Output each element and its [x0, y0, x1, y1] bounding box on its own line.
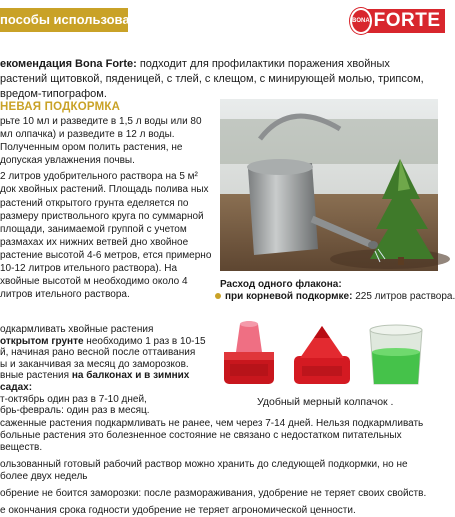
schedule-line-rest: необходимо 1 раз в 10-15 [83, 335, 206, 347]
cap-closed-icon [224, 321, 274, 384]
section-header-label: пособы использования [0, 12, 154, 27]
feeding-schedule-text [0, 324, 214, 417]
schedule-line: й, начиная рано весной после оттаивания [0, 347, 196, 359]
consumption-title: Расход одного флакона: [220, 279, 342, 290]
schedule-line [0, 336, 214, 348]
schedule-line: т-октябрь один раз в 7-10 дней, [0, 393, 147, 405]
schedule-line: одкармливать хвойные растения [0, 324, 154, 335]
bona-forte-logo [350, 6, 441, 36]
measuring-cap-icons [222, 316, 438, 392]
recommendation-text [0, 57, 432, 102]
section-title: НЕВАЯ ПОДКОРМКА [0, 101, 121, 113]
section-header-bar [0, 8, 154, 32]
consumption-line [215, 291, 455, 302]
consumption-label: при корневой подкормке: [225, 291, 353, 302]
notes-section [0, 418, 438, 517]
watering-photo [220, 99, 438, 271]
watering-can-illustration [220, 99, 438, 271]
instructions-paragraph: рьте 10 мл и разведите в 1,5 л воды или 80 мл олпачка) и разведите в 12 л воды. Полученным ором полить растения, не допуская увлажнения почвы. [0, 116, 202, 167]
consumption-value: 225 литров раствора. [352, 291, 455, 302]
schedule-line [0, 370, 214, 393]
cap-measuring-cup-icon [370, 325, 422, 384]
note-paragraph: саженные растения подкармливать не ранее, чем через 7-14 дней. Нельзя подкармливать больные растения это болезненное состояние не связано с недостатком питательных веществ. [0, 418, 424, 453]
bullet-dot-icon [215, 293, 221, 299]
instructions-paragraph: 2 литров удобрительного раствора на 5 м² док хвойных растений. Площадь полива ных растений открытого грунта еделяется по размеру приствольного круга по суммарной площади, занимаемой группой с учетом размахах их нижних ветвей дно хвойное растение высотой 4-6 метров, ется примерно 10-12 литров ительного раствора). На хвойные высотой м необходимо около 4 литров ительного раствора. [0, 171, 212, 301]
schedule-line: брь-февраль: один раз в месяц. [0, 405, 150, 417]
measuring-caps-illustration [222, 316, 438, 392]
schedule-line: ы и заканчивая за месяц до заморозков. [0, 358, 189, 370]
recommendation-lead: екомендация Bona Forte: [0, 58, 137, 70]
note-paragraph: е окончания срока годности удобрение не теряет агрономической ценности. [0, 505, 356, 516]
schedule-line-pre: вные растения [0, 370, 72, 382]
logo-bona-badge: BONA [350, 8, 372, 34]
note-paragraph: ользованный готовый рабочий раствор можно хранить до следующей подкормки, но не более двух недель [0, 459, 408, 482]
recommendation-body: подходит для профилактики поражения хвойных растений щитовкой, пяденицей, с тлей, с клещом, с минирующей молью, трипсом, вредом-типографом. [0, 58, 424, 100]
note-paragraph: обрение не боится заморозки: после размораживания, удобрение не теряет своих свойств. [0, 488, 427, 499]
logo-forte-wordmark: FORTE [364, 9, 445, 33]
cap-caption: Удобный мерный колпачок . [257, 396, 394, 408]
schedule-emphasis: на балконах и в зимних садах: [0, 370, 190, 393]
schedule-emphasis: открытом грунте [0, 335, 84, 347]
cap-dispenser-icon [294, 326, 350, 384]
instructions-text [0, 115, 212, 301]
